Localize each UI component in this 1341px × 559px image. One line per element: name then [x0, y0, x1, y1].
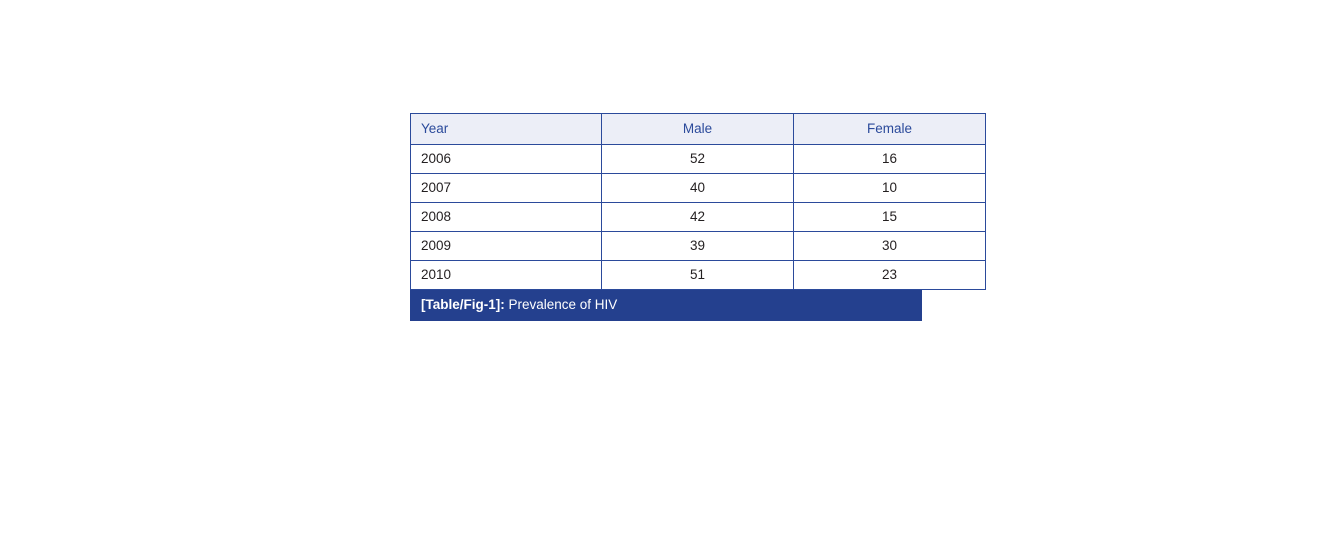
table-row: [411, 203, 986, 232]
cell-year: 2009: [411, 232, 602, 261]
cell-year: 2006: [411, 145, 602, 174]
cell-female: 16: [794, 145, 986, 174]
cell-female: 10: [794, 174, 986, 203]
hiv-prevalence-table: [410, 113, 986, 290]
cell-male: 52: [602, 145, 794, 174]
cell-female: 23: [794, 261, 986, 290]
cell-female: 15: [794, 203, 986, 232]
cell-year: 2010: [411, 261, 602, 290]
cell-year: 2008: [411, 203, 602, 232]
cell-male: 39: [602, 232, 794, 261]
cell-male: 42: [602, 203, 794, 232]
cell-year: 2007: [411, 174, 602, 203]
table-header-row: [411, 114, 986, 145]
figure-caption-text: Prevalence of HIV: [504, 297, 618, 312]
cell-male: 40: [602, 174, 794, 203]
figure-container: [410, 113, 922, 321]
cell-female: 30: [794, 232, 986, 261]
cell-male: 51: [602, 261, 794, 290]
figure-caption: [410, 290, 922, 321]
figure-caption-label: [Table/Fig-1]:: [421, 297, 505, 312]
table-header: [411, 114, 986, 145]
table-row: [411, 232, 986, 261]
column-header-male: Male: [602, 114, 794, 145]
column-header-year: Year: [411, 114, 602, 145]
table-row: [411, 261, 986, 290]
table-row: [411, 174, 986, 203]
table-row: [411, 145, 986, 174]
table-body: [411, 145, 986, 290]
column-header-female: Female: [794, 114, 986, 145]
